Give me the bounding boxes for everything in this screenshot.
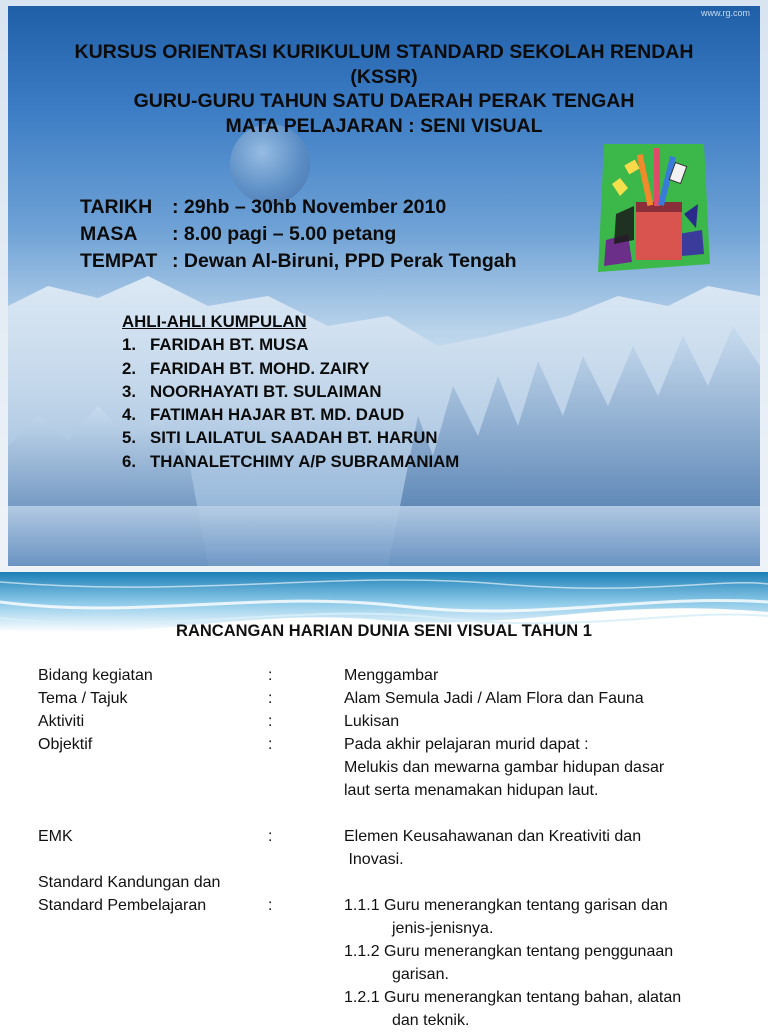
item-number: 3. [122,381,136,401]
member-name: FARIDAH BT. MOHD. ZAIRY [150,358,370,378]
row-value: Lukisan [344,713,400,730]
info-value: : 29hb – 30hb November 2010 [172,196,447,218]
list-item [122,333,459,356]
spacer [38,802,734,825]
item-number: 5. [122,428,136,448]
row-label: Aktiviti [38,713,85,730]
table-row [38,894,734,1032]
members-list [122,333,459,473]
group-members [122,310,459,473]
item-number: 4. [122,405,136,425]
item-number: 1. [122,335,136,355]
value-line: garisan. [392,966,449,983]
info-value: : 8.00 pagi – 5.00 petang [172,223,397,245]
member-name: NOORHAYATI BT. SULAIMAN [150,381,382,401]
row-value [344,894,734,1032]
info-time [80,221,517,248]
table-row [38,687,734,710]
list-item [122,357,459,380]
row-value [344,825,734,871]
list-item [122,450,459,473]
item-number: 2. [122,358,136,378]
lesson-plan-table [38,664,734,1032]
row-colon: : [268,690,273,707]
row-label: Objektif [38,736,93,753]
info-label: TEMPAT [80,250,158,272]
list-item [122,403,459,426]
value-line: laut serta menamakan hidupan laut. [344,782,599,799]
row-label: Standard Pembelajaran [38,897,207,914]
row-colon: : [268,713,273,730]
info-label: MASA [80,223,138,245]
value-line: Pada akhir pelajaran murid dapat : [344,736,589,753]
members-heading: AHLI-AHLI KUMPULAN [122,312,307,331]
table-row [38,710,734,733]
member-name: FARIDAH BT. MUSA [150,335,309,355]
value-line: 1.1.1 Guru menerangkan tentang garisan dan [344,897,668,914]
member-name: SITI LAILATUL SAADAH BT. HARUN [150,428,438,448]
title-line: KURSUS ORIENTASI KURIKULUM STANDARD SEKOLAH RENDAH [74,41,694,63]
value-line: Melukis dan mewarna gambar hidupan dasar [344,759,665,776]
row-value: Alam Semula Jadi / Alam Flora dan Fauna [344,690,644,707]
value-line: 1.2.1 Guru menerangkan tentang bahan, alatan [344,989,682,1006]
item-number: 6. [122,451,136,471]
row-label: EMK [38,828,73,845]
row-label: Bidang kegiatan [38,667,153,684]
table-row [38,664,734,687]
member-name: THANALETCHIMY A/P SUBRAMANIAM [150,451,460,471]
title-line: GURU-GURU TAHUN SATU DAERAH PERAK TENGAH [133,90,635,112]
info-venue [80,248,517,275]
value-line: 1.1.2 Guru menerangkan tentang penggunaan [344,943,674,960]
row-label: Tema / Tajuk [38,690,128,707]
info-date [80,194,517,221]
value-line: Elemen Keusahawanan dan Kreativiti dan [344,828,642,845]
table-row [38,733,734,802]
list-item [122,426,459,449]
lesson-plan-title: RANCANGAN HARIAN DUNIA SENI VISUAL TAHUN 1 [176,622,592,640]
value-line: Inovasi. [344,851,404,868]
wave-banner [0,572,768,662]
slide-background [8,6,760,566]
title-line: MATA PELAJARAN : SENI VISUAL [225,114,543,137]
value-line: dan teknik. [392,1012,470,1029]
list-item [122,380,459,403]
title-line: (KSSR) [350,65,418,88]
info-label: TARIKH [80,196,153,218]
value-line: jenis-jenisnya. [392,920,494,937]
art-supplies-icon [598,144,710,274]
row-value: Menggambar [344,667,439,684]
watermark: www.rg.com [700,8,750,18]
member-name: FATIMAH HAJAR BT. MD. DAUD [150,405,405,425]
info-value: : Dewan Al-Biruni, PPD Perak Tengah [172,250,517,272]
table-row [38,871,734,894]
row-colon: : [268,828,273,845]
table-row [38,825,734,871]
event-info [80,194,517,275]
row-colon: : [268,736,273,753]
row-colon: : [268,897,273,914]
row-value [344,733,734,802]
slide-title [8,40,760,138]
row-label: Standard Kandungan dan [38,874,221,891]
row-colon: : [268,667,273,684]
